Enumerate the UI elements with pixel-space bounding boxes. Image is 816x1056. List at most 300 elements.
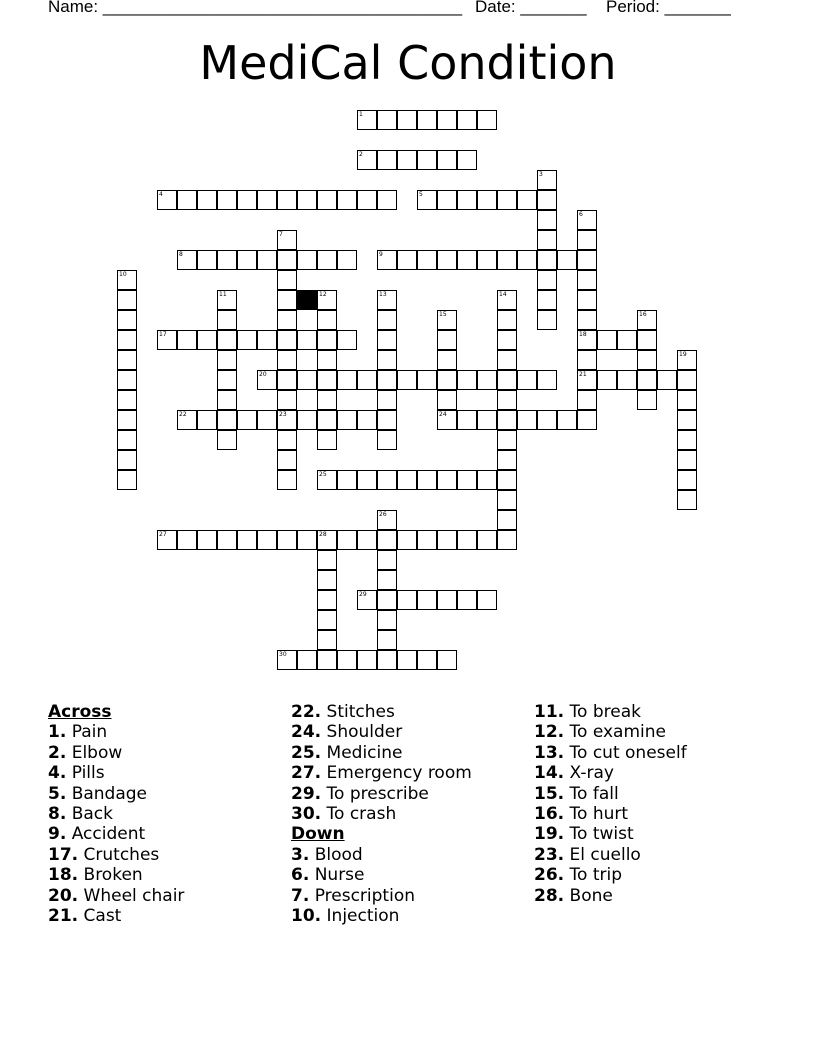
grid-cell[interactable] xyxy=(177,190,197,210)
grid-cell[interactable] xyxy=(577,210,597,230)
grid-cell[interactable] xyxy=(437,150,457,170)
grid-cell[interactable] xyxy=(577,410,597,430)
grid-cell[interactable] xyxy=(197,330,217,350)
grid-cell[interactable] xyxy=(377,570,397,590)
grid-cell[interactable] xyxy=(317,330,337,350)
grid-cell[interactable] xyxy=(317,410,337,430)
clue-number-label: 30 xyxy=(279,651,287,658)
grid-cell[interactable] xyxy=(637,390,657,410)
clue-text: Nurse xyxy=(309,865,365,886)
down-clue xyxy=(534,763,687,783)
grid-cell[interactable] xyxy=(597,330,617,350)
grid-cell[interactable] xyxy=(117,350,137,370)
grid-cell[interactable] xyxy=(357,110,377,130)
clue-number: 22. xyxy=(291,702,322,722)
across-clue xyxy=(291,702,472,722)
grid-cell[interactable] xyxy=(297,530,317,550)
grid-cell[interactable] xyxy=(497,430,517,450)
grid-cell[interactable] xyxy=(477,110,497,130)
grid-cell[interactable] xyxy=(317,610,337,630)
clue-text: Medicine xyxy=(321,742,403,763)
grid-cell[interactable] xyxy=(577,330,597,350)
grid-cell[interactable] xyxy=(497,450,517,470)
grid-cell[interactable] xyxy=(237,330,257,350)
grid-cell[interactable] xyxy=(117,270,137,290)
grid-cell[interactable] xyxy=(417,370,437,390)
grid-cell[interactable] xyxy=(317,630,337,650)
grid-cell[interactable] xyxy=(377,190,397,210)
clue-text: Wheel chair xyxy=(78,885,185,906)
clue-number-label: 5 xyxy=(419,191,423,198)
down-clue xyxy=(534,702,687,722)
clue-number-label: 25 xyxy=(319,471,327,478)
grid-cell[interactable] xyxy=(317,350,337,370)
clue-number: 24. xyxy=(291,722,322,743)
grid-cell[interactable] xyxy=(117,390,137,410)
clue-number-label: 27 xyxy=(159,531,167,538)
grid-cell[interactable] xyxy=(277,410,297,430)
grid-cell[interactable] xyxy=(577,230,597,250)
grid-cell[interactable] xyxy=(277,270,297,290)
grid-cell[interactable] xyxy=(357,150,377,170)
down-clue xyxy=(291,906,472,926)
grid-cell[interactable] xyxy=(497,470,517,490)
grid-cell[interactable] xyxy=(317,370,337,390)
grid-cell[interactable] xyxy=(437,390,457,410)
grid-cell[interactable] xyxy=(457,530,477,550)
clue-text: El cuello xyxy=(564,844,641,865)
grid-cell[interactable] xyxy=(457,190,477,210)
grid-cell[interactable] xyxy=(217,530,237,550)
grid-cell[interactable] xyxy=(477,530,497,550)
clue-number: 10. xyxy=(291,905,322,926)
grid-cell[interactable] xyxy=(437,410,457,430)
grid-cell[interactable] xyxy=(557,410,577,430)
grid-cell[interactable] xyxy=(117,290,137,310)
grid-cell[interactable] xyxy=(237,410,257,430)
grid-cell[interactable] xyxy=(537,370,557,390)
grid-cell[interactable] xyxy=(537,410,557,430)
grid-cell[interactable] xyxy=(497,310,517,330)
grid-cell[interactable] xyxy=(637,330,657,350)
grid-cell[interactable] xyxy=(377,410,397,430)
grid-cell[interactable] xyxy=(277,190,297,210)
clue-text: To crash xyxy=(321,803,397,824)
grid-cell[interactable] xyxy=(337,410,357,430)
clue-number-label: 21 xyxy=(579,371,587,378)
grid-cell[interactable] xyxy=(637,370,657,390)
grid-cell[interactable] xyxy=(317,310,337,330)
grid-cell[interactable] xyxy=(497,530,517,550)
grid-cell[interactable] xyxy=(237,250,257,270)
grid-cell[interactable] xyxy=(517,370,537,390)
grid-cell[interactable] xyxy=(217,390,237,410)
grid-cell[interactable] xyxy=(397,250,417,270)
clue-number-label: 17 xyxy=(159,331,167,338)
down-clue xyxy=(291,845,472,865)
grid-cell[interactable] xyxy=(577,310,597,330)
grid-cell[interactable] xyxy=(357,370,377,390)
clue-number: 13. xyxy=(534,742,565,763)
grid-cell[interactable] xyxy=(357,410,377,430)
clue-number-label: 6 xyxy=(579,211,583,218)
grid-cell[interactable] xyxy=(577,370,597,390)
grid-cell[interactable] xyxy=(457,370,477,390)
grid-cell[interactable] xyxy=(317,650,337,670)
grid-cell[interactable] xyxy=(317,570,337,590)
clue-number: 28. xyxy=(534,885,565,906)
date-field[interactable]: Date: _______ xyxy=(475,0,587,16)
grid-cell[interactable] xyxy=(277,430,297,450)
grid-cell[interactable] xyxy=(497,490,517,510)
clue-number-label: 2 xyxy=(359,151,363,158)
grid-cell[interactable] xyxy=(457,470,477,490)
grid-cell[interactable] xyxy=(377,350,397,370)
grid-cell[interactable] xyxy=(297,330,317,350)
grid-cell[interactable] xyxy=(357,590,377,610)
grid-cell[interactable] xyxy=(257,330,277,350)
clue-column-1 xyxy=(48,702,184,926)
grid-cell[interactable] xyxy=(537,230,557,250)
across-clue xyxy=(48,763,184,783)
grid-cell[interactable] xyxy=(517,190,537,210)
clue-number: 16. xyxy=(534,803,565,824)
grid-cell[interactable] xyxy=(677,410,697,430)
grid-cell[interactable] xyxy=(457,110,477,130)
clue-number-label: 14 xyxy=(499,291,507,298)
grid-cell[interactable] xyxy=(377,430,397,450)
grid-cell[interactable] xyxy=(197,530,217,550)
grid-cell[interactable] xyxy=(417,110,437,130)
grid-cell[interactable] xyxy=(317,550,337,570)
clue-column-3 xyxy=(534,702,687,906)
grid-cell[interactable] xyxy=(217,330,237,350)
clue-number-label: 7 xyxy=(279,231,283,238)
grid-cell[interactable] xyxy=(497,510,517,530)
grid-cell[interactable] xyxy=(377,650,397,670)
grid-cell[interactable] xyxy=(317,290,337,310)
grid-cell[interactable] xyxy=(377,250,397,270)
grid-cell[interactable] xyxy=(477,370,497,390)
grid-cell[interactable] xyxy=(417,470,437,490)
grid-cell[interactable] xyxy=(537,210,557,230)
grid-cell[interactable] xyxy=(197,190,217,210)
grid-cell[interactable] xyxy=(677,490,697,510)
grid-cell[interactable] xyxy=(357,530,377,550)
grid-cell[interactable] xyxy=(397,650,417,670)
grid-cell[interactable] xyxy=(377,550,397,570)
clue-text: To break xyxy=(564,702,641,722)
grid-cell[interactable] xyxy=(377,370,397,390)
down-clue xyxy=(291,865,472,885)
grid-cell[interactable] xyxy=(157,190,177,210)
grid-cell[interactable] xyxy=(317,530,337,550)
grid-cell[interactable] xyxy=(277,350,297,370)
grid-cell[interactable] xyxy=(217,250,237,270)
grid-cell[interactable] xyxy=(177,250,197,270)
grid-cell[interactable] xyxy=(357,470,377,490)
grid-cell[interactable] xyxy=(337,190,357,210)
grid-cell[interactable] xyxy=(497,390,517,410)
grid-cell[interactable] xyxy=(177,410,197,430)
grid-cell[interactable] xyxy=(277,250,297,270)
grid-cell[interactable] xyxy=(437,350,457,370)
across-clue xyxy=(291,804,472,824)
grid-cell[interactable] xyxy=(217,190,237,210)
grid-cell[interactable] xyxy=(237,190,257,210)
grid-cell[interactable] xyxy=(377,110,397,130)
grid-cell[interactable] xyxy=(617,330,637,350)
grid-cell[interactable] xyxy=(477,470,497,490)
grid-cell[interactable] xyxy=(457,590,477,610)
grid-cell[interactable] xyxy=(497,330,517,350)
grid-cell[interactable] xyxy=(537,290,557,310)
grid-cell[interactable] xyxy=(157,330,177,350)
grid-cell[interactable] xyxy=(577,250,597,270)
grid-cell[interactable] xyxy=(377,290,397,310)
grid-cell[interactable] xyxy=(277,310,297,330)
grid-cell[interactable] xyxy=(297,650,317,670)
grid-cell[interactable] xyxy=(457,150,477,170)
grid-cell[interactable] xyxy=(417,190,437,210)
grid-cell[interactable] xyxy=(117,330,137,350)
grid-cell[interactable] xyxy=(217,350,237,370)
grid-cell[interactable] xyxy=(277,330,297,350)
clue-number-label: 18 xyxy=(579,331,587,338)
grid-cell[interactable] xyxy=(537,310,557,330)
grid-cell[interactable] xyxy=(417,250,437,270)
grid-cell[interactable] xyxy=(217,430,237,450)
grid-cell[interactable] xyxy=(257,410,277,430)
grid-cell[interactable] xyxy=(537,270,557,290)
clue-text: To fall xyxy=(564,783,619,804)
clue-text: Pain xyxy=(66,722,108,743)
grid-cell[interactable] xyxy=(437,650,457,670)
grid-cell[interactable] xyxy=(317,390,337,410)
grid-cell[interactable] xyxy=(417,150,437,170)
grid-cell[interactable] xyxy=(277,450,297,470)
grid-cell[interactable] xyxy=(677,470,697,490)
grid-cell[interactable] xyxy=(497,190,517,210)
grid-cell[interactable] xyxy=(457,410,477,430)
grid-cell[interactable] xyxy=(497,290,517,310)
grid-cell[interactable] xyxy=(337,650,357,670)
clue-number: 6. xyxy=(291,865,310,886)
grid-cell[interactable] xyxy=(377,510,397,530)
grid-cell[interactable] xyxy=(377,630,397,650)
grid-cell[interactable] xyxy=(117,410,137,430)
grid-cell[interactable] xyxy=(657,370,677,390)
down-clue xyxy=(534,804,687,824)
grid-cell[interactable] xyxy=(217,310,237,330)
grid-cell[interactable] xyxy=(297,250,317,270)
grid-cell[interactable] xyxy=(497,370,517,390)
grid-cell[interactable] xyxy=(377,470,397,490)
grid-cell[interactable] xyxy=(377,390,397,410)
grid-cell[interactable] xyxy=(477,590,497,610)
grid-cell[interactable] xyxy=(317,470,337,490)
down-heading: Down xyxy=(291,824,345,845)
across-clue xyxy=(48,865,184,885)
grid-cell[interactable] xyxy=(577,270,597,290)
grid-cell[interactable] xyxy=(257,190,277,210)
grid-cell[interactable] xyxy=(377,590,397,610)
clue-number: 3. xyxy=(291,844,310,865)
clue-number: 1. xyxy=(48,722,67,743)
grid-cell[interactable] xyxy=(637,350,657,370)
grid-cell[interactable] xyxy=(297,410,317,430)
grid-cell[interactable] xyxy=(557,250,577,270)
grid-cell[interactable] xyxy=(357,650,377,670)
across-clue xyxy=(48,722,184,742)
clue-number-label: 20 xyxy=(259,371,267,378)
grid-cell[interactable] xyxy=(417,590,437,610)
grid-cell[interactable] xyxy=(577,390,597,410)
grid-cell[interactable] xyxy=(377,310,397,330)
grid-cell[interactable] xyxy=(117,370,137,390)
across-clue xyxy=(48,886,184,906)
grid-cell[interactable] xyxy=(537,190,557,210)
clue-number: 27. xyxy=(291,763,322,784)
grid-cell[interactable] xyxy=(677,390,697,410)
grid-cell[interactable] xyxy=(437,250,457,270)
grid-cell[interactable] xyxy=(437,110,457,130)
down-clue xyxy=(534,845,687,865)
grid-cell[interactable] xyxy=(537,170,557,190)
grid-cell[interactable] xyxy=(177,530,197,550)
grid-cell[interactable] xyxy=(537,250,557,270)
grid-cell[interactable] xyxy=(377,150,397,170)
grid-cell[interactable] xyxy=(437,530,457,550)
grid-cell[interactable] xyxy=(317,190,337,210)
grid-cell[interactable] xyxy=(477,190,497,210)
grid-cell[interactable] xyxy=(577,290,597,310)
grid-cell[interactable] xyxy=(337,330,357,350)
grid-cell[interactable] xyxy=(397,470,417,490)
grid-cell[interactable] xyxy=(237,530,257,550)
grid-cell[interactable] xyxy=(357,190,377,210)
grid-cell[interactable] xyxy=(577,350,597,370)
grid-cell[interactable] xyxy=(677,450,697,470)
grid-cell[interactable] xyxy=(677,370,697,390)
clue-number-label: 1 xyxy=(359,111,363,118)
grid-cell[interactable] xyxy=(637,310,657,330)
clue-text: Prescription xyxy=(309,885,415,906)
grid-cell[interactable] xyxy=(257,250,277,270)
grid-cell[interactable] xyxy=(277,370,297,390)
grid-cell[interactable] xyxy=(497,250,517,270)
grid-cell[interactable] xyxy=(297,370,317,390)
clue-text: Pills xyxy=(66,763,105,784)
grid-cell[interactable] xyxy=(337,250,357,270)
clue-text: To hurt xyxy=(564,803,629,824)
grid-cell[interactable] xyxy=(597,370,617,390)
grid-cell[interactable] xyxy=(277,530,297,550)
grid-cell[interactable] xyxy=(517,250,537,270)
grid-cell[interactable] xyxy=(197,410,217,430)
across-clue xyxy=(48,804,184,824)
grid-cell[interactable] xyxy=(677,350,697,370)
grid-cell[interactable] xyxy=(277,290,297,310)
grid-cell[interactable] xyxy=(337,530,357,550)
grid-cell[interactable] xyxy=(277,390,297,410)
grid-cell[interactable] xyxy=(517,410,537,430)
grid-cell[interactable] xyxy=(437,470,457,490)
grid-cell[interactable] xyxy=(437,370,457,390)
grid-cell[interactable] xyxy=(397,150,417,170)
grid-cell[interactable] xyxy=(157,530,177,550)
clue-number: 25. xyxy=(291,742,322,763)
grid-cell[interactable] xyxy=(117,470,137,490)
grid-cell[interactable] xyxy=(217,370,237,390)
grid-cell[interactable] xyxy=(217,290,237,310)
grid-cell[interactable] xyxy=(397,530,417,550)
clue-text: Bandage xyxy=(66,783,148,804)
grid-cell[interactable] xyxy=(317,590,337,610)
clue-number: 11. xyxy=(534,702,565,722)
clue-number: 4. xyxy=(48,763,67,784)
grid-cell[interactable] xyxy=(337,470,357,490)
grid-cell[interactable] xyxy=(337,370,357,390)
grid-cell[interactable] xyxy=(437,190,457,210)
grid-cell[interactable] xyxy=(117,430,137,450)
grid-cell[interactable] xyxy=(477,410,497,430)
grid-cell[interactable] xyxy=(617,370,637,390)
grid-cell[interactable] xyxy=(417,530,437,550)
clue-number: 23. xyxy=(534,844,565,865)
grid-cell[interactable] xyxy=(177,330,197,350)
clue-number-label: 16 xyxy=(639,311,647,318)
grid-cell[interactable] xyxy=(257,370,277,390)
grid-cell[interactable] xyxy=(397,590,417,610)
grid-cell[interactable] xyxy=(197,250,217,270)
grid-cell[interactable] xyxy=(477,250,497,270)
grid-cell[interactable] xyxy=(677,430,697,450)
grid-cell[interactable] xyxy=(117,450,137,470)
grid-cell[interactable] xyxy=(117,310,137,330)
grid-cell[interactable] xyxy=(417,650,437,670)
grid-cell[interactable] xyxy=(257,530,277,550)
grid-cell[interactable] xyxy=(397,370,417,390)
clue-number-label: 26 xyxy=(379,511,387,518)
grid-cell[interactable] xyxy=(437,590,457,610)
grid-cell[interactable] xyxy=(397,110,417,130)
grid-cell[interactable] xyxy=(277,470,297,490)
grid-cell[interactable] xyxy=(377,330,397,350)
clue-number-label: 10 xyxy=(119,271,127,278)
grid-cell[interactable] xyxy=(277,230,297,250)
grid-cell[interactable] xyxy=(377,530,397,550)
grid-cell[interactable] xyxy=(497,410,517,430)
name-field[interactable]: Name: ______________________________________ xyxy=(48,0,463,16)
grid-cell[interactable] xyxy=(437,310,457,330)
grid-cell[interactable] xyxy=(377,610,397,630)
grid-cell[interactable] xyxy=(497,350,517,370)
clue-number: 8. xyxy=(48,803,67,824)
clue-number: 2. xyxy=(48,742,67,763)
period-field[interactable]: Period: _______ xyxy=(606,0,731,16)
clue-number: 26. xyxy=(534,865,565,886)
grid-cell[interactable] xyxy=(317,250,337,270)
grid-cell[interactable] xyxy=(297,190,317,210)
grid-cell[interactable] xyxy=(437,330,457,350)
grid-cell[interactable] xyxy=(457,250,477,270)
down-clue xyxy=(534,784,687,804)
grid-cell[interactable] xyxy=(217,410,237,430)
clue-number: 14. xyxy=(534,763,565,784)
grid-cell[interactable] xyxy=(317,430,337,450)
grid-cell[interactable] xyxy=(277,650,297,670)
